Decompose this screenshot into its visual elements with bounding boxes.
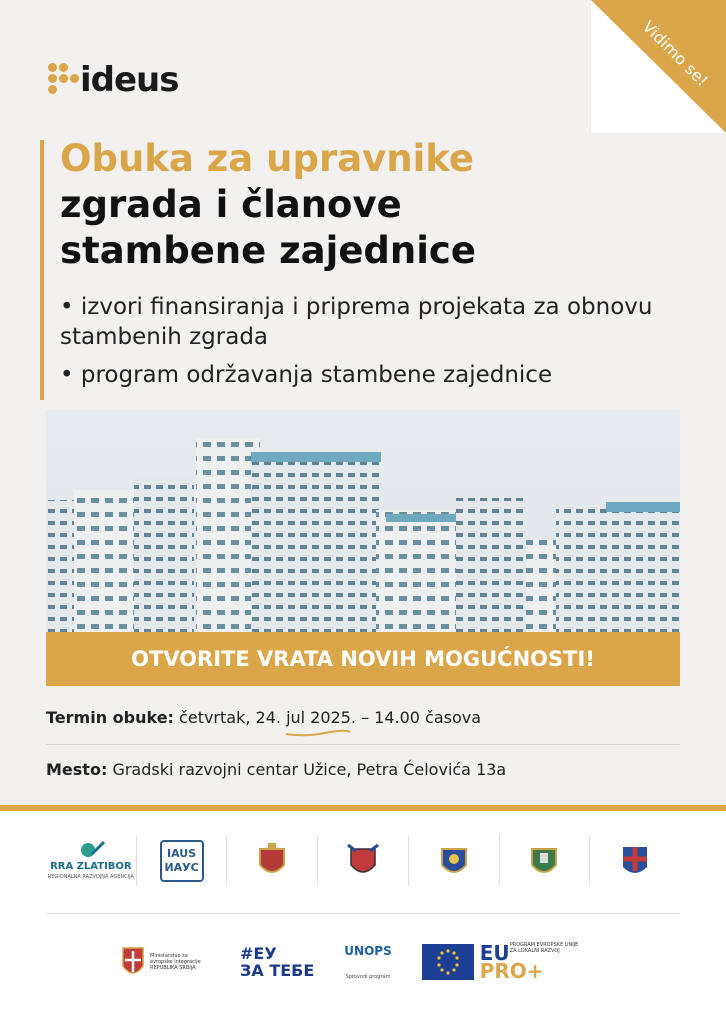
accent-bar — [40, 140, 44, 400]
eu-za-tebe-logo — [240, 945, 314, 979]
termin-time: – 14.00 časova — [361, 708, 482, 727]
corner-text: Vidimo se! — [638, 16, 713, 91]
eupro-text: PROGRAM EVROPSKE UNIJE ZA LOKALNI RAZVOJ — [509, 942, 579, 954]
topic-item: • program održavanja stambene zajednice — [60, 362, 553, 388]
topic-list — [60, 292, 700, 398]
buildings-photo — [46, 410, 680, 632]
crest-icon — [527, 841, 561, 881]
sponsor-logos — [120, 935, 620, 989]
title-line-1: Obuka za upravnike — [60, 137, 475, 180]
termin-row — [46, 708, 680, 727]
eu-pro-logo — [422, 941, 579, 983]
eupro-eu: EU — [479, 941, 510, 965]
unops-sub: Sprovodi program — [345, 974, 391, 980]
dots-icon — [48, 63, 78, 97]
crest-icon — [618, 841, 652, 881]
municipality-crest — [408, 836, 499, 886]
crest-icon — [346, 841, 380, 881]
slogan-banner — [46, 632, 680, 686]
iaus-cyrillic: ИАУС — [164, 861, 199, 874]
divider — [46, 913, 680, 914]
title-line-3: stambene zajednice — [60, 229, 476, 272]
divider — [46, 744, 680, 745]
eutebe-line-2: ЗА ТЕБЕ — [240, 961, 315, 980]
ministry-name: Ministarstvo za evropske integracije REPUBLIKA SRBIJA — [150, 953, 201, 971]
termin-date: 24. jul 2025. — [255, 708, 356, 727]
mesto-label: Mesto: — [46, 760, 108, 779]
rra-sub: REGIONALNA RAZVOJNA AGENCIJA — [47, 873, 134, 880]
mesto-value: Gradski razvojni centar Užice, Petra Ćelovića 13a — [112, 760, 507, 779]
iaus-logo — [136, 836, 227, 886]
underline-swash — [285, 729, 351, 737]
crest-icon — [437, 841, 471, 881]
iaus-latin: IAUS — [167, 847, 197, 860]
partner-logos — [46, 836, 680, 886]
serbia-crest-icon — [120, 942, 146, 982]
unops-name: UNOPS — [344, 944, 392, 958]
page-title — [60, 136, 700, 274]
termin-label: Termin obuke: — [46, 708, 174, 727]
mesto-row — [46, 760, 680, 779]
eupro-pro: PRO+ — [479, 959, 544, 983]
ideus-logo — [48, 60, 179, 100]
rra-globe-icon — [76, 840, 106, 858]
eutebe-line-1: #ЕУ — [240, 944, 277, 963]
slogan-text: OTVORITE VRATA NOVIH MOGUĆNOSTI! — [131, 647, 595, 671]
logo-name: ideus — [80, 60, 179, 100]
municipality-crest — [499, 836, 590, 886]
municipality-crest — [317, 836, 408, 886]
termin-day: četvrtak, — [179, 708, 251, 727]
crest-icon — [255, 841, 289, 881]
corner-flag — [591, 0, 726, 133]
eu-flag-icon — [422, 944, 474, 980]
rra-logo — [46, 836, 136, 886]
unops-logo — [344, 944, 391, 980]
title-line-2: zgrada i članove — [60, 183, 402, 226]
ministry-logo — [120, 942, 210, 982]
municipality-crest — [589, 836, 680, 886]
rra-name: RRA ZLATIBOR — [50, 860, 132, 872]
buildings-illustration — [46, 410, 680, 632]
municipality-crest — [226, 836, 317, 886]
topic-item: • izvori finansiranja i priprema projekata za obnovu stambenih zgrada — [60, 294, 653, 350]
